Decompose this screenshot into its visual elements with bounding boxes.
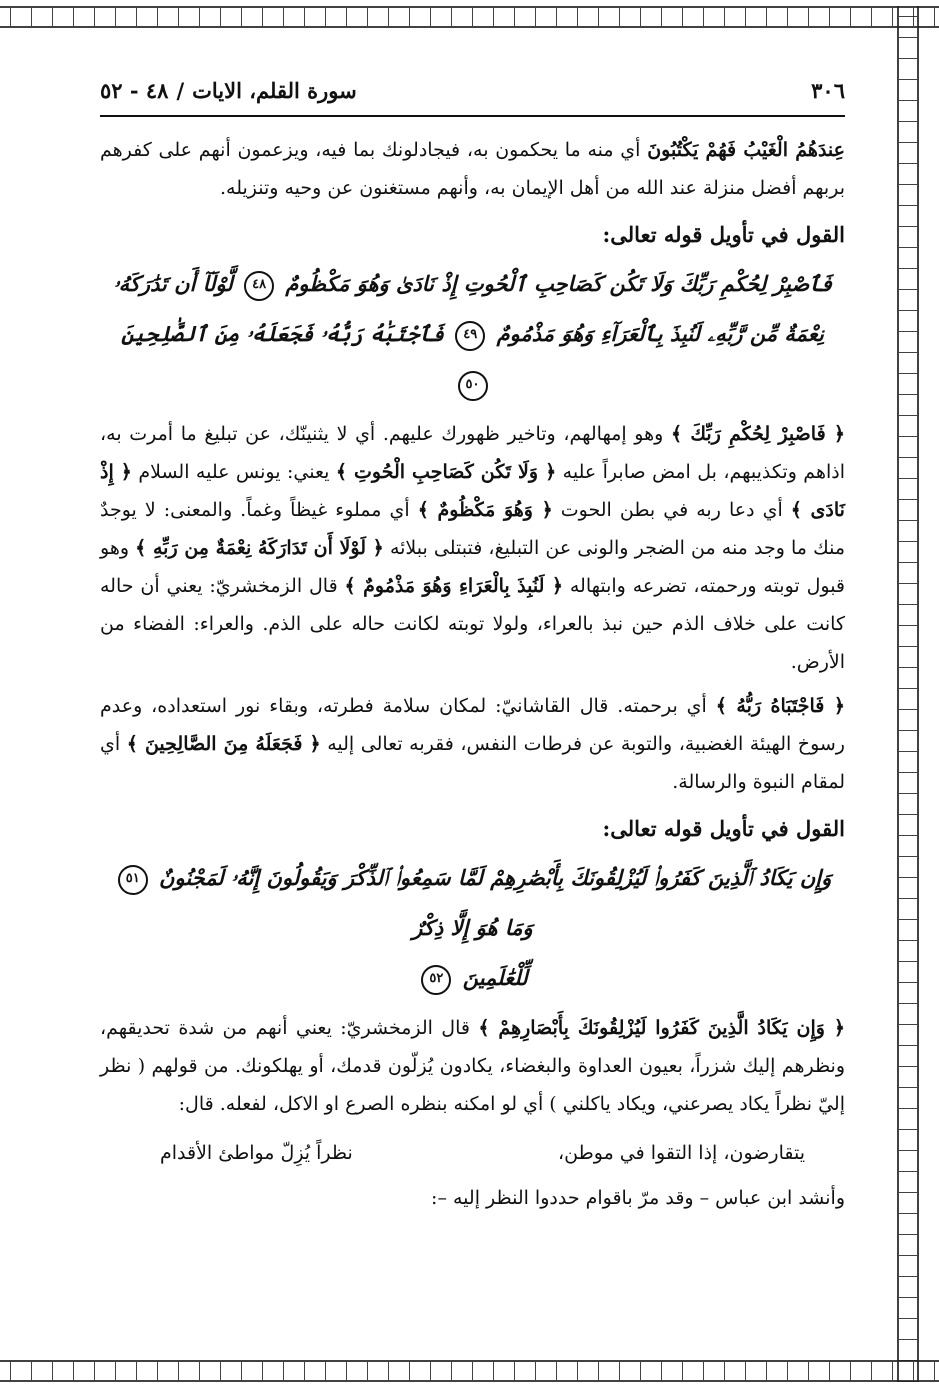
- commentary-text: أي مملوء غيظاً وغماً. والمعنى: لا يوجدٌ منك ما وجد منه من الضجر والونى عن التبليغ، فتبتلى ببلائه: [100, 499, 846, 559]
- quran-quote: ﴿ فَجَعَلَهُ مِنَ الصَّالِحِينَ ﴾: [126, 733, 321, 755]
- ayah-number-marker: ٥٠: [458, 371, 488, 401]
- commentary-text: أي لمقام النبوة والرسالة.: [100, 733, 845, 793]
- commentary-text: يعني: يونس عليه السلام: [131, 461, 336, 483]
- commentary-text: أي دعا ربه في بطن الحوت: [552, 499, 791, 521]
- verse-block-1: [100, 259, 845, 409]
- commentary-text: أي برحمته. قال القاشانيّ: لمكان سلامة فطرته، وبقاء نور استعداده، وعدم رسوخ الهيئة الغضبية، والتوبة عن فرطات النفس، فقربه تعالى إليه: [100, 695, 845, 755]
- title-separator: /: [176, 78, 185, 103]
- poem-hemistich-2: نظراً يُزِلّ مواطئ الأقدام: [160, 1142, 353, 1164]
- paragraph-5: وأنشد ابن عباس – وقد مرّ باقوام حددوا النظر إليه –:: [431, 1187, 845, 1209]
- poem-hemistich-1: يتقارضون، إذا التقوا في موطن،: [558, 1142, 805, 1164]
- commentary-text: وهو قبول توبته ورحمته، تضرعه وابتهاله: [100, 537, 846, 597]
- commentary-text: أي منه ما يحكمون به، فيجادلونك بما فيه، ويزعمون أنهم على كفرهم بربهم أفضل منزلة عند الله من أهل الإيمان به، وأنهم مستغنون عن وحيه وتنزيله.: [100, 139, 845, 199]
- verse-line: لَّوْلَآ أَن تَدَٰرَكَهُۥ نِعْمَةٌ مِّن رَّبِّهِۦ لَنُبِذَ بِٱلْعَرَآءِ وَهُوَ مَذْمُومٌ: [113, 271, 824, 346]
- decorative-border-bottom: [0, 1360, 939, 1382]
- quran-quote: ﴿ لَنُبِذَ بِالْعَرَاءِ وَهُوَ مَذْمُومٌ ﴾: [344, 575, 563, 597]
- quran-quote: ﴿ إِذْ نَادَى ﴾: [100, 461, 845, 521]
- verse-line: لِّلْعَٰلَمِينَ: [462, 965, 528, 990]
- surah-title: سورة القلم، الايات: [192, 78, 357, 103]
- section-heading-2: القول في تأويل قوله تعالى:: [602, 816, 845, 841]
- quran-quote: ﴿ لَوْلَا أَن تَدَارَكَهُ نِعْمَةٌ مِن رَبِّهِ ﴾: [135, 537, 384, 559]
- commentary-text: وهو إمهالهم، وتاخير ظهورك عليهم. أي لا يثنينّك، عن تبليغ ما أمرت به، اذاهم وتكذيبهم، بل امض صابراً عليه: [100, 423, 845, 483]
- commentary-text: قال الزمخشريّ: يعني أنهم من شدة تحديقهم، ونظرهم إليك شزراً، بعيون العداوة والبغضاء، يكادون يُزلّون قدمك، أو يهلكونك. من قولهم ( نظر إليّ نظراً يكاد يصرعني، ويكاد ياكلني ) أي لو امكنه بنظره الصرع او الاكل، لفعله. قال:: [100, 1017, 845, 1115]
- verse-line: فَٱجْتَبَٰهُ رَبُّهُۥ فَجَعَلَهُۥ مِنَ ٱلصَّٰلِحِينَ: [121, 321, 444, 346]
- ayah-number-marker: ٤٩: [455, 321, 485, 351]
- verse-line: وَمَا هُوَ إِلَّا ذِكْرٌ: [412, 915, 533, 940]
- quran-quote: ﴿ وَهُوَ مَكْظُومٌ ﴾: [417, 499, 553, 521]
- quran-quote: ﴿ وَلَا تَكُن كَصَاحِبِ الْحُوتِ ﴾: [335, 461, 557, 483]
- quran-quote: ﴿ وَإِن يَكَادُ الَّذِينَ كَفَرُوا لَيُزْلِقُونَكَ بِأَبْصَارِهِمْ ﴾: [478, 1017, 845, 1039]
- paragraph-4: [100, 1009, 845, 1123]
- ayah-number-marker: ٥٢: [421, 965, 451, 995]
- decorative-border-right: [897, 6, 919, 1382]
- running-title: [100, 78, 357, 103]
- page-number: ٣٠٦: [811, 78, 845, 103]
- paragraph-2: [100, 415, 845, 681]
- ayah-number-marker: ٥١: [118, 865, 148, 895]
- paragraph-3: [100, 687, 845, 801]
- commentary-text: قال الزمخشريّ: يعني أن حاله كانت على خلاف الذم حين نبذ بالعراء، ولولا توبته لكانت حاله على الذم. والعراء: الفضاء من الأرض.: [100, 575, 845, 673]
- decorative-border-top: [0, 6, 939, 28]
- verse-line: وَإِن يَكَادُ ٱلَّذِينَ كَفَرُوا۟ لَيُزْلِقُونَكَ بِأَبْصَٰرِهِمْ لَمَّا سَمِعُوا۟ ٱلذِّكْرَ وَيَقُولُونَ إِنَّهُۥ لَمَجْنُونٌ: [159, 865, 832, 890]
- page-content: [100, 70, 845, 1223]
- poem-verse: [100, 1133, 845, 1173]
- verse-block-2: [100, 853, 845, 1003]
- verse-range: ٤٨ - ٥٢: [100, 78, 169, 103]
- quran-quote: ﴿ فَاصْبِرْ لِحُكْمِ رَبِّكَ ﴾: [670, 423, 845, 445]
- quran-quote: عِندَهُمُ الْغَيْبُ فَهُمْ يَكْتُبُونَ: [647, 139, 845, 161]
- paragraph-1: [100, 131, 845, 207]
- ayah-number-marker: ٤٨: [244, 271, 274, 301]
- quran-quote: ﴿ فَاجْتَبَاهُ رَبُّهُ ﴾: [715, 695, 845, 717]
- section-heading-1: القول في تأويل قوله تعالى:: [602, 222, 845, 247]
- page-header: [100, 70, 845, 117]
- verse-line: فَٱصْبِرْ لِحُكْمِ رَبِّكَ وَلَا تَكُن كَصَاحِبِ ٱلْحُوتِ إِذْ نَادَىٰ وَهُوَ مَكْظُومٌ: [285, 271, 832, 296]
